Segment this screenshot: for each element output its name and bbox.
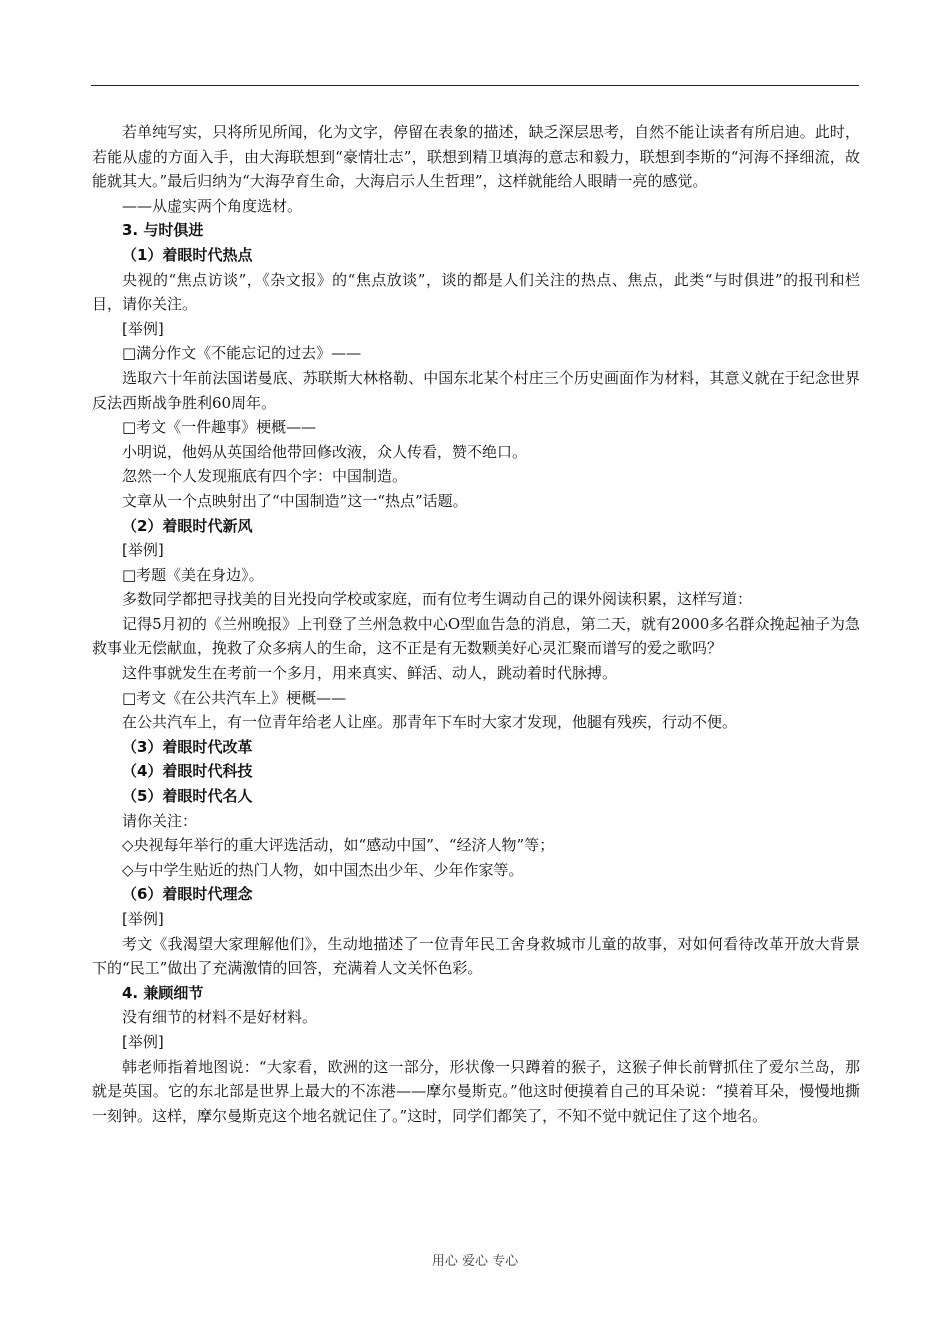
section-heading: 3. 与时俱进 <box>122 221 204 240</box>
example-label: [举例] <box>122 541 164 560</box>
text-line: 小明说，他妈从英国给他带回修改液，众人传看，赞不绝口。 <box>122 442 528 461</box>
subsection-heading: （2）着眼时代新风 <box>122 516 253 535</box>
paragraph: 记得5月初的《兰州晚报》上刊登了兰州急救中心O型血告急的消息，第二天，就有2000多名群众挽起袖子为急救事业无偿献血，挽救了众多病人的生命，这不正是有无数颗美好心灵汇聚而谱写的爱之歌吗？ <box>92 614 860 658</box>
paragraph: 若单纯写实，只将所见所闻，化为文字，停留在表象的描述，缺乏深层思考，自然不能让读者有所启迪。此时，若能从虚的方面入手，由大海联想到“豪情壮志”，联想到精卫填海的意志和毅力，联想到李斯的“河海不择细流，故能就其大。”最后归纳为“大海孕育生命，大海启示人生哲理”，这样就能给人眼睛一亮的感觉。 <box>92 123 860 191</box>
bullet-item: ◇与中学生贴近的热门人物，如中国杰出少年、少年作家等。 <box>122 860 524 879</box>
page-footer: 用心 爱心 专心 <box>431 1254 519 1269</box>
example-label: [举例] <box>122 910 164 928</box>
example-title: □考题《美在身边》。 <box>122 565 264 584</box>
example-title: □满分作文《不能忘记的过去》—— <box>122 344 362 363</box>
example-label: [举例] <box>122 1032 164 1051</box>
paragraph: ——从虚实两个角度选材。 <box>122 196 303 215</box>
text-line: 这件事就发生在考前一个多月，用来真实、鲜活、动人，跳动着时代脉搏。 <box>122 664 618 683</box>
text-line: 文章从一个点映射出了“中国制造”这一“热点”话题。 <box>122 491 468 510</box>
document-body <box>92 120 860 1128</box>
paragraph: 央视的“焦点访谈”，《杂文报》的“焦点放谈”，谈的都是人们关注的热点、焦点，此类“与时俱进”的报刊和栏目，请你关注。 <box>92 270 860 314</box>
subsection-heading: （5）着眼时代名人 <box>122 787 253 806</box>
header-rule <box>91 85 859 86</box>
text-line: 忽然一个人发现瓶底有四个字：中国制造。 <box>122 467 408 486</box>
subsection-heading: （1）着眼时代热点 <box>122 245 253 264</box>
paragraph: 韩老师指着地图说：“大家看，欧洲的这一部分，形状像一只蹲着的猴子，这猴子伸长前臂抓住了爱尔兰岛，那就是英国。它的东北部是世界上最大的不冻港——摩尔曼斯克。”他这时便摸着自己的耳朵说：“摸着耳朵，慢慢地撕一刻钟。这样，摩尔曼斯克这个地名就记住了。”这时，同学们都笑了，不知不觉中就记住了这个地名。 <box>92 1057 860 1125</box>
section-heading: 4. 兼顾细节 <box>122 983 204 1002</box>
text-line: 在公共汽车上，有一位青年给老人让座。那青年下车时大家才发现，他腿有残疾，行动不便。 <box>122 713 738 732</box>
example-label: [举例] <box>122 319 164 338</box>
example-title: □考文《在公共汽车上》梗概—— <box>122 688 347 707</box>
text-line: 请你关注： <box>122 811 198 830</box>
paragraph: 选取六十年前法国诺曼底、苏联斯大林格勒、中国东北某个村庄三个历史画面作为材料，其意义就在于纪念世界反法西斯战争胜利60周年。 <box>92 368 860 412</box>
paragraph: 考文《我渴望大家理解他们》，生动地描述了一位青年民工舍身救城市儿童的故事，对如何看待改革开放大背景下的“民工”做出了充满激情的回答，充满着人文关怀色彩。 <box>92 934 860 978</box>
example-title: □考文《一件趣事》梗概—— <box>122 418 317 437</box>
subsection-heading: （6）着眼时代理念 <box>122 885 253 904</box>
text-line: 没有细节的材料不是好材料。 <box>122 1008 318 1027</box>
subsection-heading: （3）着眼时代改革 <box>122 737 253 756</box>
bullet-item: ◇央视每年举行的重大评选活动，如“感动中国”、“经济人物”等； <box>122 836 555 855</box>
subsection-heading: （4）着眼时代科技 <box>122 762 253 781</box>
text-line: 多数同学都把寻找美的目光投向学校或家庭，而有位考生调动自己的课外阅读积累，这样写道： <box>122 590 753 609</box>
